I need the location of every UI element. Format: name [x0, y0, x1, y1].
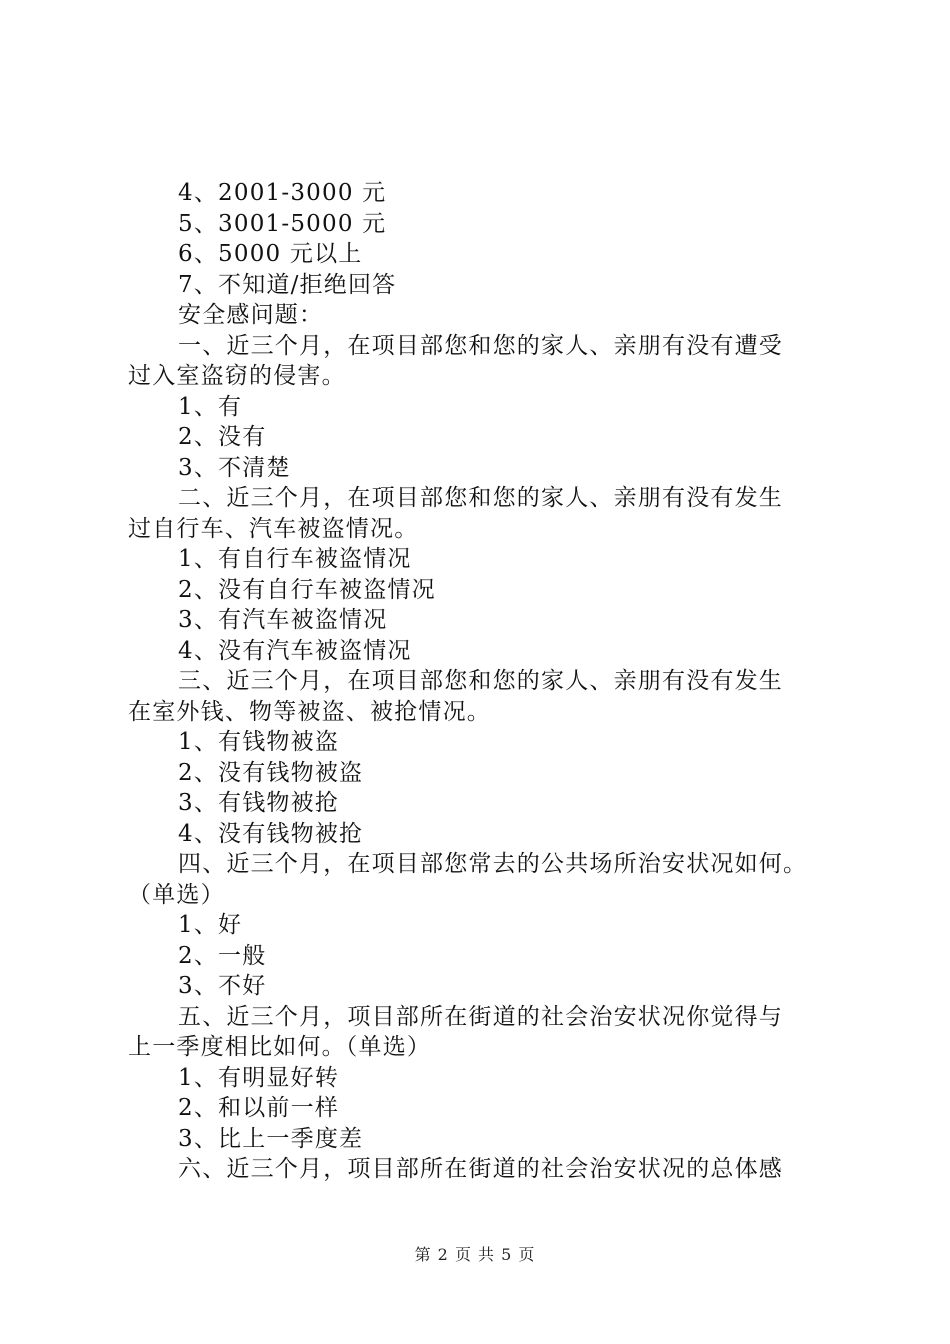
- text-line: 2、没有钱物被盗: [178, 759, 364, 786]
- text-line: 五、近三个月，项目部所在街道的社会治安状况你觉得与: [178, 1003, 783, 1030]
- text-line: 1、有明显好转: [178, 1064, 340, 1091]
- text-line: 安全感问题：: [178, 302, 324, 328]
- text-line: 三、近三个月，在项目部您和您的家人、亲朋有没有发生: [178, 668, 783, 694]
- text-line: 6、5000 元以上: [178, 241, 363, 267]
- text-line: 4、2001-3000 元: [178, 180, 387, 206]
- text-line: 2、一般: [178, 942, 267, 969]
- text-line: 1、有: [178, 393, 243, 420]
- text-line: 3、有钱物被抢: [178, 790, 340, 816]
- text-line: 3、不清楚: [178, 454, 291, 481]
- text-line: 2、和以前一样: [178, 1095, 340, 1121]
- text-line: 六、近三个月，项目部所在街道的社会治安状况的总体感: [178, 1156, 783, 1182]
- text-line: 2、没有自行车被盗情况: [178, 576, 436, 603]
- text-line: 二、近三个月，在项目部您和您的家人、亲朋有没有发生: [178, 485, 783, 511]
- text-line: 在室外钱、物等被盗、被抢情况。: [128, 698, 491, 725]
- text-line: 1、有自行车被盗情况: [178, 546, 412, 572]
- text-line: 5、3001-5000 元: [178, 210, 387, 237]
- text-line: 3、比上一季度差: [178, 1125, 364, 1152]
- text-line: 过入室盗窃的侵害。: [128, 363, 346, 389]
- text-line: 过自行车、汽车被盗情况。: [128, 515, 419, 542]
- text-line: 4、没有钱物被抢: [178, 820, 364, 847]
- document-body: [0, 178, 950, 1185]
- text-line: 2、没有: [178, 424, 267, 450]
- text-line: 一、近三个月，在项目部您和您的家人、亲朋有没有遭受: [178, 332, 783, 359]
- text-line: （单选）: [128, 881, 225, 908]
- text-line: 7、不知道/拒绝回答: [178, 271, 397, 298]
- text-line: 1、有钱物被盗: [178, 729, 340, 755]
- text-line: 3、有汽车被盗情况: [178, 607, 388, 633]
- text-line: 3、不好: [178, 973, 267, 999]
- text-line: 四、近三个月，在项目部您常去的公共场所治安状况如何。: [178, 851, 808, 877]
- text-line: 4、没有汽车被盗情况: [178, 637, 412, 664]
- text-line: 上一季度相比如何。（单选）: [128, 1034, 432, 1060]
- text-line: 1、好: [178, 912, 243, 938]
- page-footer: 第 2 页 共 5 页: [414, 1245, 536, 1264]
